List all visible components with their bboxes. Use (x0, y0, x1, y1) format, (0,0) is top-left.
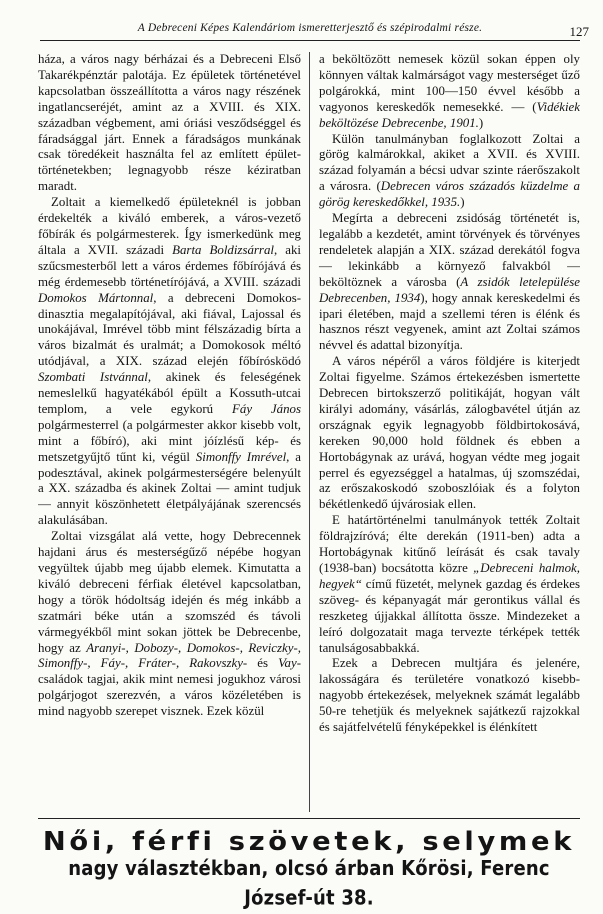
text-run: című füzetét, melynek gazdag és érdekes szöveg- és képanyagát már gerontikus vállal és reszketeg újjakkal állította össze. Mindezeket a leíró dolgozatait maga tervezte térképek tették tanulságosabbakká. (319, 576, 580, 655)
text-run: , a debreceni Domokos-dinasztia megalapítójával, aki fiával, Lajossal és unokájával, Imrével több mint félszázadig bírta a város bizalmát és uralmát; a Domokosok méltó utódjával, a XIX. század elején főbírósködó (38, 290, 301, 369)
advertisement-divider (38, 818, 580, 819)
text-run: -családok tagjai, akik mint nemesi jogukhoz városi polgárjogot szerezvén, a város közéletében is mind nagyobb szerepet visznek. Ezek közül (38, 656, 301, 719)
work-citation: Debrecen város századós küzdelme a görög kereskedőkkel, 1935. (319, 179, 580, 210)
text-columns (38, 52, 580, 812)
work-citation: „Debreceni halmok, hegyek“ (319, 561, 580, 591)
running-title: A Debreceni Képes Kalendáriom ismeretterjesztő és szépirodalmi része. (137, 22, 483, 34)
text-run: Megírta a debreceni zsidóság történetét is, legalább a kezdetét, amint törvények és törvényes rendeletek alapján a XIX. század derekától fogva — lekinkább a környező falvakból — beköltöznek a városba ( (319, 211, 580, 289)
person-name: Domokos Mártonnal (38, 290, 154, 305)
work-citation: Vidékiek beköltözése Debrecenbe, 1901. (319, 99, 580, 130)
text-run: E határtörténelmi tanulmányok tették Zoltait földrajzíróvá; élte derekán (1911-ben) adta a Hortobágynak kitűnő leírását és csak tavaly (1938-ban) bocsátotta közre (319, 513, 580, 575)
advertisement (38, 826, 580, 911)
right-column (309, 52, 580, 812)
left-paragraph-3 (38, 529, 301, 720)
right-paragraph-1 (319, 52, 580, 132)
text-run: Külön tanulmányban foglalkozott Zoltai a görög kalmárokkal, akiket a XVII. és XVIII. század folyamán a bécsi udvar szinte ráerőszakolt a városra. ( (319, 131, 580, 194)
running-head (40, 22, 580, 41)
text-run: ) (460, 195, 465, 210)
left-column (38, 52, 309, 812)
text-run: polgármesterrel (a polgármester akkor kisebb volt, mint a főbíró), aki mint jóízlésű kép- és metszetgyűjtő tűnt ki, végül (38, 417, 301, 464)
left-paragraph-1: háza, a város nagy bérházai és a Debreceni Első Takarékpénztár palotája. Ez épületek történetével kapcsolatban összeállította a város nagy részének ingatlancseréjét, amint az a XVIII. és XIX. században végbement, ami óriási vesződséggel és fáradsággal járt. Ennek a fáradságos munkának csak töredékeit használta fel az említett épület-történetekben; legnagyobb része kéziratban maradt. (38, 52, 301, 194)
family-names: Aranyi-, Dobozy-, Domokos-, Reviczky-, Simonffy-, Fáy-, Fráter-, Rakovszky- (38, 640, 302, 671)
person-name: Simonffy Imrével (195, 449, 287, 464)
text-run: és (247, 656, 279, 671)
text-run: a beköltözött nemesek közül sokan éppen oly könnyen váltak kalmárságot vagy mesterséget űző polgárokká, mint 100—150 évvel később a vagyonos kereskedők nemesekké. — ( (319, 52, 580, 114)
person-name: Barta Boldizsárral (172, 242, 274, 257)
text-run: ) (478, 115, 484, 130)
text-run: Zoltai vizsgálat alá vette, hogy Debrecennek hajdani árus és mesterségűző népébe hogyan vegyültek újabb meg újabb elemek. Kimutatta a kiváló debreceni férfiak életével kapcsolatban, hogy a török hódoltság idején és még inkább a szatmári béke után a szomszéd és távoli vármegyékből mint sokan jöttek be Debrecenbe, hogy az (38, 529, 301, 655)
text-run: , aki szűcsmesterből lett a város érdemes főbírójává és még érdemesebb történetírójává, a XVIII. századi (38, 242, 301, 289)
right-paragraph-3 (319, 211, 580, 354)
person-name: Fáy János (232, 401, 301, 416)
left-paragraph-2 (38, 195, 301, 529)
right-paragraph-4: A város népéről a város földjére is kiterjedt Zoltai figyelme. Számos értekezésben ismertette Debrecen birtokszerző politikáját, hogyan vált királyi adomány, vásárlás, zálogbavétel útján az országnak egyik legnagyobb földbirtokosává, kereken 90,000 hold földnek és ebben a Hortobágynak az urává, hogyan védte meg jogait perrel és egyezséggel a hatalmas, új szomszédai, az erőszakoskodó szoboszlóiak és a folyton békétlenkedő újvárosiak ellen. (319, 354, 580, 512)
right-paragraph-6: Ezek a Debrecen multjára és jelenére, lakosságára és területére vonatkozó kisebb-nagyobb értekezések, melyeknek számát legalább 50-re tehetjük és melyeknek sajátkezű rajzokkal és sajátfelvételű fényképekkel is élénkített (319, 656, 580, 735)
text-run: Zoltait a kiemelkedő épületeknél is jobban érdekelték a kiváló emberek, a város-vezető főbírák és polgármesterek. Így ismerkedünk meg általa a XVII. századi (38, 195, 301, 257)
work-citation: A zsidók letelepülése Debrecenben, 1934 (319, 274, 580, 305)
family-names: Vay (278, 656, 297, 671)
person-name: Szombati Istvánnal (38, 370, 148, 385)
advertisement-headline: Női, férfi szövetek, selymek (42, 827, 576, 857)
right-paragraph-5 (319, 513, 580, 656)
text-run: ), hogy annak kereskedelmi és ipari életében, majd a szellemi téren is élénk és hasznos részt vegyenek, amint azt Zoltai számos névvel és adattal bizonyítja. (319, 290, 580, 353)
page-number: 127 (569, 24, 589, 39)
text-run: , a podesztával, akinek polgármesterségére belenyúlt a XX. századba és akinek Zoltai — amint tudjuk — annyit köszönhetett életpályájának szerencsés alakulásában. (38, 449, 301, 528)
right-paragraph-2 (319, 132, 580, 212)
text-run: , akinek és feleségének nemeslelkű hagyatékából épült a Kossuth-utcai templom, a vele egykorú (38, 370, 302, 416)
advertisement-subline: nagy választékban, olcsó árban Kőrösi, Ferenc József-út 38. (68, 856, 550, 911)
